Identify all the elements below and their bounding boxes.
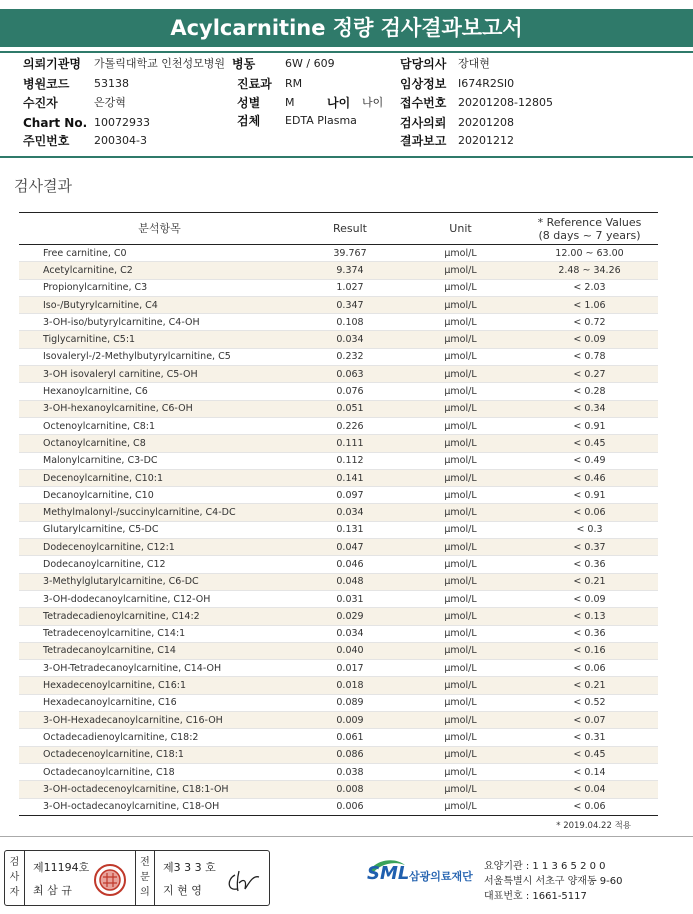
analyte-name: Decanoylcarnitine, C10 [19,487,300,504]
analyte-name: Hexadecanoylcarnitine, C16 [19,694,300,711]
reference-value: < 0.31 [521,729,658,746]
reference-value: < 0.13 [521,608,658,625]
result-value: 0.017 [300,660,400,677]
result-value: 0.086 [300,746,400,763]
table-row [19,435,658,452]
unit-value: μmol/L [400,746,521,763]
request-value: 20201208 [458,116,514,129]
reference-value: < 0.46 [521,469,658,486]
ward-label: 병동 [232,57,256,71]
result-value: 0.097 [300,487,400,504]
signature [225,867,263,895]
unit-value: μmol/L [400,245,521,262]
report-date-label: 결과보고 [400,134,447,148]
table-row [19,245,658,262]
analyte-name: 3-OH-iso/butyrylcarnitine, C4-OH [19,314,300,331]
analyte-name: 3-OH-dodecanoylcarnitine, C12-OH [19,590,300,607]
result-value: 0.226 [300,417,400,434]
analyte-name: Octadecadienoylcarnitine, C18:2 [19,729,300,746]
unit-value: μmol/L [400,798,521,815]
dept-value: RM [285,77,303,90]
reference-value: < 0.52 [521,694,658,711]
reference-value: < 0.91 [521,487,658,504]
col-unit: Unit [400,213,521,245]
reference-value: < 0.09 [521,590,658,607]
result-value: 0.232 [300,348,400,365]
table-row [19,781,658,798]
unit-value: μmol/L [400,539,521,556]
unit-value: μmol/L [400,314,521,331]
age-label: 나이 [327,96,351,110]
title-rule [0,51,693,53]
sex-label: 성별 [237,96,261,110]
reference-value: < 1.06 [521,296,658,313]
reference-value: < 0.07 [521,712,658,729]
unit-value: μmol/L [400,660,521,677]
result-value: 0.034 [300,331,400,348]
analyte-name: Iso-/Butyrylcarnitine, C4 [19,296,300,313]
unit-value: μmol/L [400,331,521,348]
clinical-label: 임상정보 [400,77,447,91]
analyte-name: Isovaleryl-/2-Methylbutyrylcarnitine, C5 [19,348,300,365]
unit-value: μmol/L [400,677,521,694]
code-label: 병원코드 [23,77,70,91]
unit-value: μmol/L [400,694,521,711]
table-row [19,573,658,590]
table-row [19,642,658,659]
reference-value: < 0.49 [521,452,658,469]
unit-value: μmol/L [400,279,521,296]
col-reference [521,213,658,245]
result-value: 0.108 [300,314,400,331]
reference-value: 12.00 ~ 63.00 [521,245,658,262]
reference-value: < 0.36 [521,625,658,642]
unit-value: μmol/L [400,763,521,780]
table-row [19,521,658,538]
table-row [19,746,658,763]
table-row [19,608,658,625]
report-date-value: 20201212 [458,134,514,147]
result-value: 0.029 [300,608,400,625]
age-value: 나이 [362,96,384,109]
table-row [19,694,658,711]
unit-value: μmol/L [400,729,521,746]
inspector-label: 검 사 자 [5,851,25,905]
address: 서울특별시 서초구 양재동 9-60 [484,876,623,887]
unit-value: μmol/L [400,262,521,279]
analyte-name: 3-OH-octadecenoylcarnitine, C18:1-OH [19,781,300,798]
result-value: 0.141 [300,469,400,486]
analyte-name: 3-OH-Tetradecanoylcarnitine, C14-OH [19,660,300,677]
reference-value: < 0.45 [521,746,658,763]
result-value: 0.009 [300,712,400,729]
chart-value: 10072933 [94,116,150,129]
table-row [19,383,658,400]
table-row [19,469,658,486]
analyte-name: Dodecenoylcarnitine, C12:1 [19,539,300,556]
clinical-value: I674R2SI0 [458,77,515,90]
request-label: 검사의뢰 [400,116,447,130]
result-value: 0.061 [300,729,400,746]
table-row [19,798,658,815]
table-row [19,417,658,434]
reference-value: 2.48 ~ 34.26 [521,262,658,279]
result-value: 0.038 [300,763,400,780]
unit-value: μmol/L [400,417,521,434]
results-table [19,212,658,816]
reference-value: < 0.06 [521,798,658,815]
receipt-value: 20201208-12805 [458,96,553,109]
unit-value: μmol/L [400,573,521,590]
section-title: 검사결과 [14,177,72,195]
reference-value: < 0.78 [521,348,658,365]
col-item: 분석항목 [19,213,300,245]
analyte-name: Propionylcarnitine, C3 [19,279,300,296]
reference-value: < 0.27 [521,366,658,383]
unit-value: μmol/L [400,348,521,365]
seal-stamp [93,863,127,897]
result-value: 0.046 [300,556,400,573]
reference-value: < 2.03 [521,279,658,296]
result-value: 0.040 [300,642,400,659]
result-value: 0.131 [300,521,400,538]
analyte-name: Tiglycarnitine, C5:1 [19,331,300,348]
code-value: 53138 [94,77,129,90]
result-value: 0.347 [300,296,400,313]
unit-value: μmol/L [400,296,521,313]
unit-value: μmol/L [400,400,521,417]
analyte-name: 3-OH-hexanoylcarnitine, C6-OH [19,400,300,417]
col-reference-line2: (8 days ~ 7 years) [538,228,641,242]
result-value: 0.051 [300,400,400,417]
report-title: Acylcarnitine 정량 검사결과보고서 [0,9,693,47]
analyte-name: Glutarylcarnitine, C5-DC [19,521,300,538]
analyte-name: Tetradecenoylcarnitine, C14:1 [19,625,300,642]
unit-value: μmol/L [400,556,521,573]
signature-box [4,850,270,906]
analyte-name: Hexanoylcarnitine, C6 [19,383,300,400]
analyte-name: Tetradecanoylcarnitine, C14 [19,642,300,659]
reference-value: < 0.91 [521,417,658,434]
unit-value: μmol/L [400,469,521,486]
reference-value: < 0.04 [521,781,658,798]
doctor-value: 장대현 [458,57,490,70]
unit-value: μmol/L [400,504,521,521]
col-reference-line1: * Reference Values [537,215,642,229]
reference-value: < 0.34 [521,400,658,417]
footnote: * 2019.04.22 적용 [556,821,631,831]
unit-value: μmol/L [400,625,521,642]
institution-code: 요양기관 : 1 1 3 6 5 2 0 0 [484,861,606,872]
table-row [19,348,658,365]
result-value: 0.034 [300,625,400,642]
reference-value: < 0.21 [521,573,658,590]
id-value: 200304-3 [94,134,147,147]
analyte-name: Octanoylcarnitine, C8 [19,435,300,452]
reference-value: < 0.72 [521,314,658,331]
result-value: 0.063 [300,366,400,383]
reference-value: < 0.09 [521,331,658,348]
analyte-name: Malonylcarnitine, C3-DC [19,452,300,469]
unit-value: μmol/L [400,608,521,625]
result-value: 0.008 [300,781,400,798]
table-row [19,400,658,417]
table-row [19,487,658,504]
hospital-value: 가톨릭대학교 인천성모병원 [94,57,226,70]
table-row [19,763,658,780]
reference-value: < 0.45 [521,435,658,452]
unit-value: μmol/L [400,781,521,798]
footer-separator [0,836,693,837]
table-row [19,504,658,521]
table-row [19,279,658,296]
analyte-name: Hexadecenoylcarnitine, C16:1 [19,677,300,694]
table-row [19,296,658,313]
result-value: 0.111 [300,435,400,452]
header-rule [0,156,693,158]
analyte-name: Methylmalonyl-/succinylcarnitine, C4-DC [19,504,300,521]
analyte-name: Tetradecadienoylcarnitine, C14:2 [19,608,300,625]
result-value: 0.076 [300,383,400,400]
doctor-label: 담당의사 [400,57,447,71]
reference-value: < 0.16 [521,642,658,659]
reference-value: < 0.14 [521,763,658,780]
table-row [19,677,658,694]
reference-value: < 0.06 [521,660,658,677]
unit-value: μmol/L [400,521,521,538]
result-value: 0.034 [300,504,400,521]
patient-value: 은강혁 [94,96,126,109]
ward-value: 6W / 609 [285,57,335,70]
table-row [19,262,658,279]
analyte-name: 3-Methylglutarylcarnitine, C6-DC [19,573,300,590]
id-label: 주민번호 [23,134,70,148]
reference-value: < 0.3 [521,521,658,538]
result-value: 0.047 [300,539,400,556]
table-row [19,539,658,556]
phone: 대표번호 : 1661-5117 [484,891,587,902]
analyte-name: Dodecanoylcarnitine, C12 [19,556,300,573]
hospital-label: 의뢰기관명 [23,57,81,71]
analyte-name: 3-OH-Hexadecanoylcarnitine, C16-OH [19,712,300,729]
analyte-name: Decenoylcarnitine, C10:1 [19,469,300,486]
specialist-number: 제3 3 3 호 [163,861,216,874]
result-value: 0.048 [300,573,400,590]
specimen-label: 검체 [237,114,261,128]
result-value: 0.089 [300,694,400,711]
table-row [19,712,658,729]
chart-label: Chart No. [23,116,88,130]
analyte-name: Octadecanoylcarnitine, C18 [19,763,300,780]
result-value: 0.031 [300,590,400,607]
unit-value: μmol/L [400,590,521,607]
unit-value: μmol/L [400,435,521,452]
table-header [19,213,658,245]
result-value: 0.006 [300,798,400,815]
analyte-name: 3-OH isovaleryl carnitine, C5-OH [19,366,300,383]
table-row [19,366,658,383]
col-result: Result [300,213,400,245]
reference-value: < 0.06 [521,504,658,521]
dept-label: 진료과 [237,77,272,91]
patient-label: 수진자 [23,96,58,110]
unit-value: μmol/L [400,452,521,469]
reference-value: < 0.21 [521,677,658,694]
result-value: 1.027 [300,279,400,296]
result-value: 9.374 [300,262,400,279]
result-value: 0.018 [300,677,400,694]
inspector-name: 최 삼 규 [33,884,72,897]
reference-value: < 0.37 [521,539,658,556]
analyte-name: Free carnitine, C0 [19,245,300,262]
result-value: 39.767 [300,245,400,262]
table-row [19,331,658,348]
table-row [19,590,658,607]
unit-value: μmol/L [400,366,521,383]
organization-name: 삼광의료재단 [409,870,473,883]
analyte-name: Octenoylcarnitine, C8:1 [19,417,300,434]
unit-value: μmol/L [400,487,521,504]
inspector-number: 제11194호 [33,861,90,874]
table-row [19,625,658,642]
result-value: 0.112 [300,452,400,469]
table-row [19,556,658,573]
logo-text: SML [367,863,410,884]
unit-value: μmol/L [400,712,521,729]
analyte-name: 3-OH-octadecanoylcarnitine, C18-OH [19,798,300,815]
sex-value: M [285,96,295,109]
reference-value: < 0.36 [521,556,658,573]
reference-value: < 0.28 [521,383,658,400]
unit-value: μmol/L [400,642,521,659]
analyte-name: Octadecenoylcarnitine, C18:1 [19,746,300,763]
analyte-name: Acetylcarnitine, C2 [19,262,300,279]
table-row [19,314,658,331]
table-row [19,660,658,677]
table-row [19,729,658,746]
specialist-label: 전 문 의 [135,851,155,905]
receipt-label: 접수번호 [400,96,447,110]
specialist-name: 지 현 영 [163,884,202,897]
specimen-value: EDTA Plasma [285,114,357,127]
unit-value: μmol/L [400,383,521,400]
table-row [19,452,658,469]
